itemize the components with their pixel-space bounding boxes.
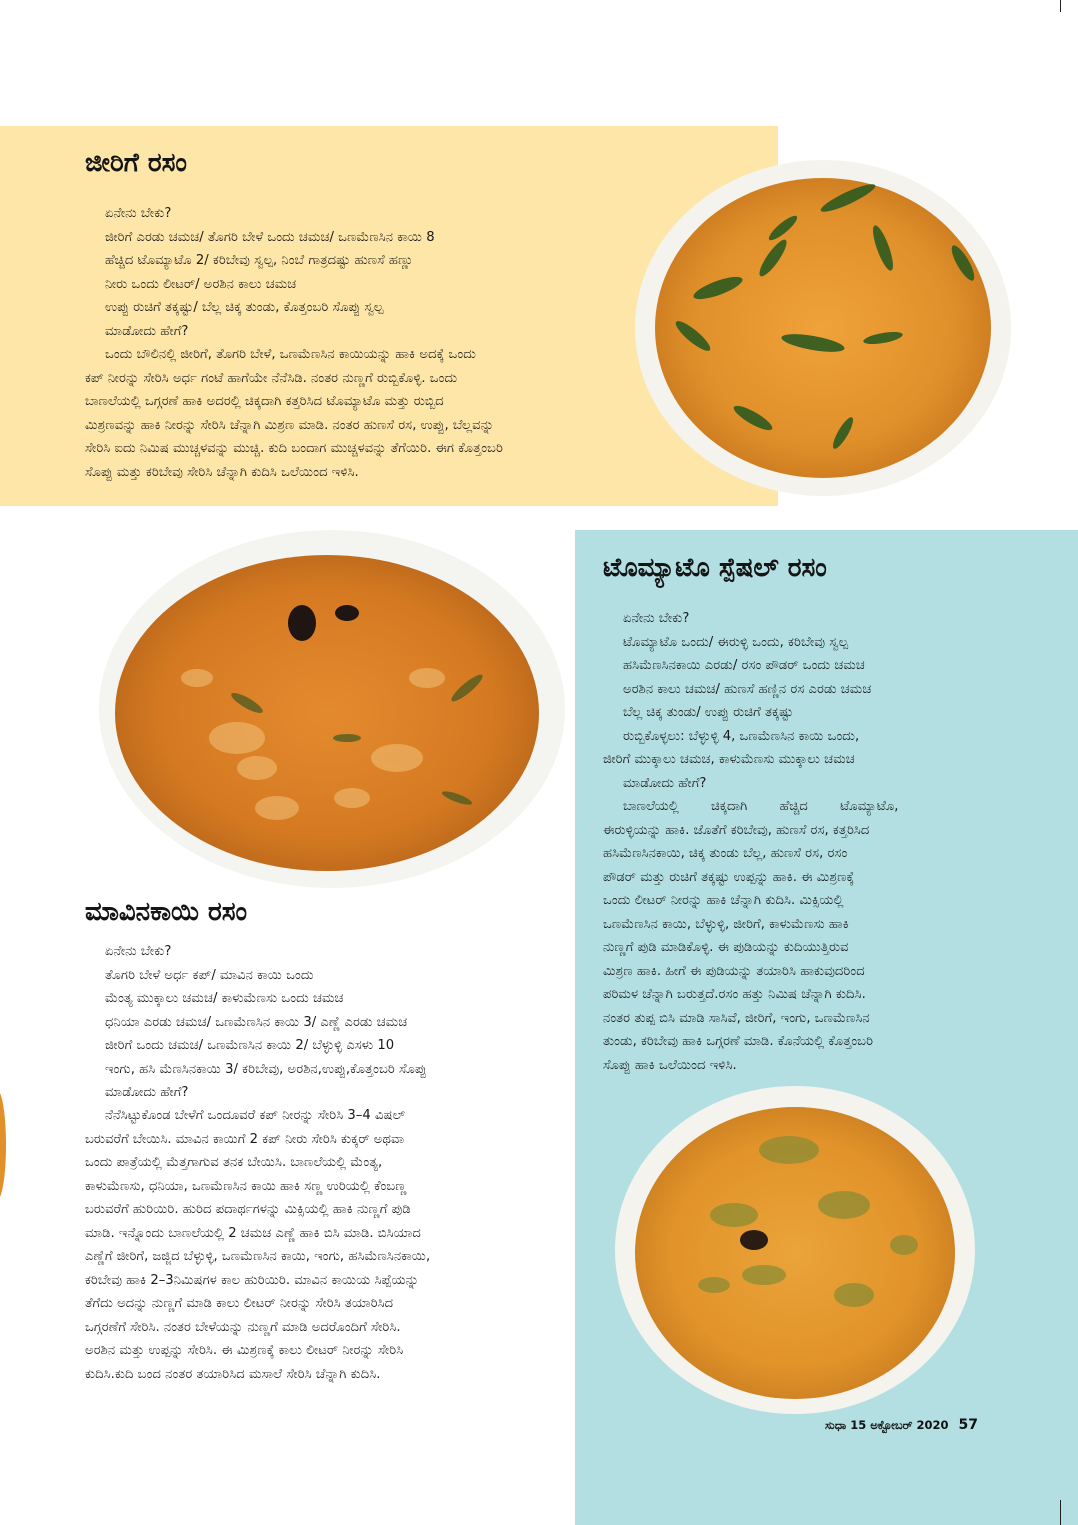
page-footer [825, 1417, 978, 1433]
method-line: ಬಾಣಲೆಯಲ್ಲಿ ಒಗ್ಗರಣೆ ಹಾಕಿ ಅದರಲ್ಲಿ ಚಿಕ್ಕದಾಗಿ ಕತ್ತರಿಸಿದ ಟೊಮ್ಯಾಟೊ ಮತ್ತು ರುಬ್ಬಿದ [85, 394, 444, 409]
method-line: ಮಾಡಿ. ಇನ್ನೊಂದು ಬಾಣಲೆಯಲ್ಲಿ 2 ಚಮಚ ಎಣ್ಣೆ ಹಾಕಿ ಬಿಸಿ ಮಾಡಿ. ಬಿಸಿಯಾದ [85, 1225, 421, 1241]
method-line: ಬರುವರೆಗೆ ಹುರಿಯಿರಿ. ಹುರಿದ ಪದಾರ್ಥಗಳನ್ನು ಮಿಕ್ಸಿಯಲ್ಲಿ ಹಾಕಿ ನುಣ್ಣಗೆ ಪುಡಿ [85, 1202, 411, 1217]
method-line: ನೆನೆಸಿಟ್ಟುಕೊಂಡ ಬೇಳೆಗೆ ಒಂದೂವರೆ ಕಪ್ ನೀರನ್ನು ಸೇರಿಸಿ 3–4 ವಿಷಲ್ [105, 1108, 406, 1123]
method-line: ಕಪ್ ನೀರನ್ನು ಸೇರಿಸಿ ಅರ್ಧ ಗಂಟೆ ಹಾಗೆಯೇ ನೆನೆಸಿಡಿ. ನಂತರ ನುಣ್ಣಗೆ ರುಬ್ಬಿಕೊಳ್ಳಿ. ಒಂದು [85, 370, 458, 386]
method-line: ನಂತರ ತುಪ್ಪ ಬಿಸಿ ಮಾಡಿ ಸಾಸಿವೆ, ಜೀರಿಗೆ, ಇಂಗು, ಒಣಮೆಣಸಿನ [603, 1010, 870, 1026]
method-line: ಒಗ್ಗರಣೆಗೆ ಸೇರಿಸಿ. ನಂತರ ಬೇಳೆಯನ್ನು ನುಣ್ಣಗೆ ಮಾಡಿ ಅದರೊಂದಿಗೆ ಸೇರಿಸಿ. [85, 1319, 401, 1335]
needed-label: ಏನೇನು ಬೇಕು? [105, 206, 172, 221]
grind-rest: ಜೀರಿಗೆ ಮುಕ್ಕಾಲು ಚಮಚ, ಕಾಳುಮೆಣಸು ಮುಕ್ಕಾಲು ಚಮಚ [603, 752, 855, 767]
method-line: ಸೊಪ್ಪು ಮತ್ತು ಕರಿಬೇವು ಸೇರಿಸಿ ಚೆನ್ನಾಗಿ ಕುದಿಸಿ ಒಲೆಯಿಂದ ಇಳಿಸಿ. [85, 464, 359, 480]
method-line: ಒಣಮೆಣಸಿನ ಕಾಯಿ, ಬೆಳ್ಳುಳ್ಳಿ, ಜೀರಿಗೆ, ಕಾಳುಮೆಣಸು ಹಾಕಿ [603, 916, 849, 932]
method-line: ಪರಿಮಳ ಚೆನ್ನಾಗಿ ಬರುತ್ತದೆ.ರಸಂ ಹತ್ತು ನಿಮಿಷ ಚೆನ್ನಾಗಿ ಕುದಿಸಿ. [603, 987, 866, 1002]
grind-lead: ರುಬ್ಬಿಕೊಳ್ಳಲು: ಬೆಳ್ಳುಳ್ಳಿ 4, ಒಣಮೆಣಸಿನ ಕಾಯಿ ಒಂದು, [623, 728, 860, 744]
method-line: ಸೇರಿಸಿ ಐದು ನಿಮಿಷ ಮುಚ್ಚಳವನ್ನು ಮುಚ್ಚಿ. ಕುದಿ ಬಂದಾಗ ಮುಚ್ಚಳವನ್ನು ತೆಗೆಯಿರಿ. ಈಗ ಕೊತ್ತಂಬರಿ [85, 441, 503, 456]
ingredient-line: ನೀರು ಒಂದು ಲೀಟರ್/ ಅರಶಿನ ಕಾಲು ಚಮಚ [105, 276, 297, 292]
method-label: ಮಾಡೋದು ಹೇಗೆ? [105, 1085, 189, 1100]
ingredient-line: ಧನಿಯಾ ಎರಡು ಚಮಚ/ ಒಣಮೆಣಸಿನ ಕಾಯಿ 3/ ಎಣ್ಣೆ ಎರಡು ಚಮಚ [105, 1014, 408, 1030]
mavinakayi-rasam-bowl-photo [97, 528, 567, 890]
method-mavinakayi [85, 1104, 557, 1386]
recipe-title-tomato: ಟೊಮ್ಯಾಟೊ ಸ್ಪೆಷಲ್ ರಸಂ [603, 553, 827, 583]
needed-label: ಏನೇನು ಬೇಕು? [105, 944, 172, 959]
adjacent-page-image-edge [0, 1090, 6, 1200]
method-line: ಮಿಶ್ರಣವನ್ನು ಹಾಕಿ ನೀರನ್ನು ಸೇರಿಸಿ ಚೆನ್ನಾಗಿ ಮಿಶ್ರಣ ಮಾಡಿ. ನಂತರ ಹುಣಸೆ ರಸ, ಉಪ್ಪು, ಬೆಲ್ಲವನ್ನು [85, 417, 494, 433]
method-jeerige [85, 343, 645, 484]
method-line: ಈರುಳ್ಳಿಯನ್ನು ಹಾಕಿ. ಜೊತೆಗೆ ಕರಿಬೇವು, ಹುಣಸೆ ರಸ, ಕತ್ತರಿಸಿದ [603, 822, 870, 838]
method-line: ಒಂದು ಬೌಲಿನಲ್ಲಿ ಜೀರಿಗೆ, ತೊಗರಿ ಬೇಳೆ, ಒಣಮೆಣಸಿನ ಕಾಯಿಯನ್ನು ಹಾಕಿ ಅದಕ್ಕೆ ಒಂದು [105, 347, 476, 362]
ingredient-line: ಇಂಗು, ಹಸಿ ಮೆಣಸಿನಕಾಯಿ 3/ ಕರಿಬೇವು, ಅರಶಿನ,ಉಪ್ಪು,ಕೊತ್ತಂಬರಿ ಸೊಪ್ಪು [105, 1061, 427, 1077]
page-number: 57 [958, 1417, 978, 1433]
crop-mark [1060, 0, 1061, 12]
method-line: ಕರಿಬೇವು ಹಾಕಿ 2–3ನಿಮಿಷಗಳ ಕಾಲ ಹುರಿಯಿರಿ. ಮಾವಿನ ಕಾಯಿಯ ಸಿಪ್ಪೆಯನ್ನು [85, 1272, 419, 1288]
method-line: ತುಂಡು, ಕರಿಬೇವು ಹಾಕಿ ಒಗ್ಗರಣೆ ಮಾಡಿ. ಕೊನೆಯಲ್ಲಿ ಕೊತ್ತಂಬರಿ [603, 1034, 874, 1049]
method-line: ಮಿಶ್ರಣ ಹಾಕಿ. ಹೀಗೆ ಈ ಪುಡಿಯನ್ನು ತಯಾರಿಸಿ ಹಾಕುವುದರಿಂದ [603, 963, 865, 979]
crop-mark [1060, 1500, 1061, 1525]
method-label: ಮಾಡೋದು ಹೇಗೆ? [105, 323, 189, 339]
ingredients-jeerige [105, 202, 575, 343]
ingredient-line: ಹಸಿಮೆಣಸಿನಕಾಯಿ ಎರಡು/ ರಸಂ ಪೌಡರ್ ಒಂದು ಚಮಚ [623, 658, 865, 673]
recipe-title-mavinakayi: ಮಾವಿನಕಾಯಿ ರಸಂ [85, 897, 248, 927]
method-line: ಕಾಳುಮೆಣಸು, ಧನಿಯಾ, ಒಣಮೆಣಸಿನ ಕಾಯಿ ಹಾಕಿ ಸಣ್ಣ ಉರಿಯಲ್ಲಿ ಕೆಂಬಣ್ಣ [85, 1178, 407, 1194]
method-line: ಒಂದು ಪಾತ್ರೆಯಲ್ಲಿ ಮೆತ್ತಗಾಗುವ ತನಕ ಬೇಯಿಸಿ. ಬಾಣಲೆಯಲ್ಲಿ ಮೆಂತ್ಯ, [85, 1155, 383, 1170]
method-line: ಕುದಿಸಿ.ಕುದಿ ಬಂದ ನಂತರ ತಯಾರಿಸಿದ ಮಸಾಲೆ ಸೇರಿಸಿ ಚೆನ್ನಾಗಿ ಕುದಿಸಿ. [85, 1366, 381, 1382]
method-line: ಸೊಪ್ಪು ಹಾಕಿ ಒಲೆಯಿಂದ ಇಳಿಸಿ. [603, 1057, 737, 1073]
method-line: ಅರಶಿನ ಮತ್ತು ಉಪ್ಪನ್ನು ಸೇರಿಸಿ. ಈ ಮಿಶ್ರಣಕ್ಕೆ ಕಾಲು ಲೀಟರ್ ನೀರನ್ನು ಸೇರಿಸಿ [85, 1343, 404, 1358]
ingredient-line: ಮೆಂತ್ಯ ಮುಕ್ಕಾಲು ಚಮಚ/ ಕಾಳುಮೆಣಸು ಒಂದು ಚಮಚ [105, 991, 344, 1006]
method-line: ಪೌಡರ್ ಮತ್ತು ರುಚಿಗೆ ತಕ್ಕಷ್ಟು ಉಪ್ಪನ್ನು ಹಾಕಿ. ಈ ಮಿಶ್ರಣಕ್ಕೆ [603, 869, 855, 885]
method-line: ಹಸಿಮೆಣಸಿನಕಾಯಿ, ಚಿಕ್ಕ ತುಂಡು ಬೆಲ್ಲ, ಹುಣಸೆ ರಸ, ರಸಂ [603, 846, 848, 861]
ingredient-line: ತೊಗರಿ ಬೇಳೆ ಅರ್ಧ ಕಪ್/ ಮಾವಿನ ಕಾಯಿ ಒಂದು [105, 967, 314, 983]
recipe-title-jeerige: ಜೀರಿಗೆ ರಸಂ [85, 148, 187, 178]
ingredient-line: ಜೀರಿಗೆ ಒಂದು ಚಮಚ/ ಒಣಮೆಣಸಿನ ಕಾಯಿ 2/ ಬೆಳ್ಳುಳ್ಳಿ ಎಸಳು 10 [105, 1038, 395, 1053]
tomato-rasam-bowl-photo [614, 1085, 976, 1415]
ingredients-mavinakayi [105, 940, 565, 1105]
method-line: ಬರುವರೆಗೆ ಬೇಯಿಸಿ. ಮಾವಿನ ಕಾಯಿಗೆ 2 ಕಪ್ ನೀರು ಸೇರಿಸಿ ಕುಕ್ಕರ್ ಅಥವಾ [85, 1131, 405, 1147]
jeerige-rasam-bowl-photo [633, 158, 1013, 498]
method-line: ತೆಗೆದು ಅದನ್ನು ನುಣ್ಣಗೆ ಮಾಡಿ ಕಾಲು ಲೀಟರ್ ನೀರನ್ನು ಸೇರಿಸಿ ತಯಾರಿಸಿದ [85, 1296, 394, 1311]
method-line: ಎಣ್ಣೆಗೆ ಜೀರಿಗೆ, ಜಜ್ಜಿದ ಬೆಳ್ಳುಳ್ಳಿ, ಒಣಮೆಣಸಿನ ಕಾಯಿ, ಇಂಗು, ಹಸಿಮೆಣಸಿನಕಾಯಿ, [85, 1249, 431, 1264]
method-line: ನುಣ್ಣಗೆ ಪುಡಿ ಮಾಡಿಕೊಳ್ಳಿ. ಈ ಪುಡಿಯನ್ನು ಕುದಿಯುತ್ತಿರುವ [603, 940, 849, 955]
issue-label: ಸುಧಾ 15 ಅಕ್ಟೋಬರ್ 2020 [824, 1418, 949, 1432]
ingredient-line: ಉಪ್ಪು ರುಚಿಗೆ ತಕ್ಕಷ್ಟು/ ಬೆಲ್ಲ ಚಿಕ್ಕ ತುಂಡು, ಕೊತ್ತಂಬರಿ ಸೊಪ್ಪು ಸ್ವಲ್ಪ [105, 300, 384, 315]
method-line: ಒಂದು ಲೀಟರ್ ನೀರನ್ನು ಹಾಕಿ ಚೆನ್ನಾಗಿ ಕುದಿಸಿ. ಮಿಕ್ಸಿಯಲ್ಲಿ [603, 893, 844, 908]
needed-label: ಏನೇನು ಬೇಕು? [623, 611, 690, 626]
ingredient-line: ಟೊಮ್ಯಾಟೊ ಒಂದು/ ಈರುಳ್ಳಿ ಒಂದು, ಕರಿಬೇವು ಸ್ವಲ್ಪ [623, 634, 849, 650]
ingredient-line: ಜೀರಿಗೆ ಎರಡು ಚಮಚ/ ತೊಗರಿ ಬೇಳೆ ಒಂದು ಚಮಚ/ ಒಣಮೆಣಸಿನ ಕಾಯಿ 8 [105, 229, 435, 245]
ingredient-line: ಹೆಚ್ಚಿದ ಟೊಮ್ಯಾಟೊ 2/ ಕರಿಬೇವು ಸ್ವಲ್ಪ, ನಿಂಬೆ ಗಾತ್ರದಷ್ಟು ಹುಣಸೆ ಹಣ್ಣು [105, 253, 414, 268]
method-label: ಮಾಡೋದು ಹೇಗೆ? [623, 775, 707, 791]
ingredient-line: ಬೆಲ್ಲ ಚಿಕ್ಕ ತುಂಡು/ ಉಪ್ಪು ರುಚಿಗೆ ತಕ್ಕಷ್ಟು [623, 705, 794, 720]
method-line: ಬಾಣಲೆಯಲ್ಲಿ ಚಿಕ್ಕದಾಗಿ ಹೆಚ್ಚಿದ ಟೊಮ್ಯಾಟೊ, [623, 799, 899, 814]
recipe-body-tomato [603, 607, 975, 1077]
ingredient-line: ಅರಶಿನ ಕಾಲು ಚಮಚ/ ಹುಣಸೆ ಹಣ್ಣಿನ ರಸ ಎರಡು ಚಮಚ [623, 681, 872, 697]
